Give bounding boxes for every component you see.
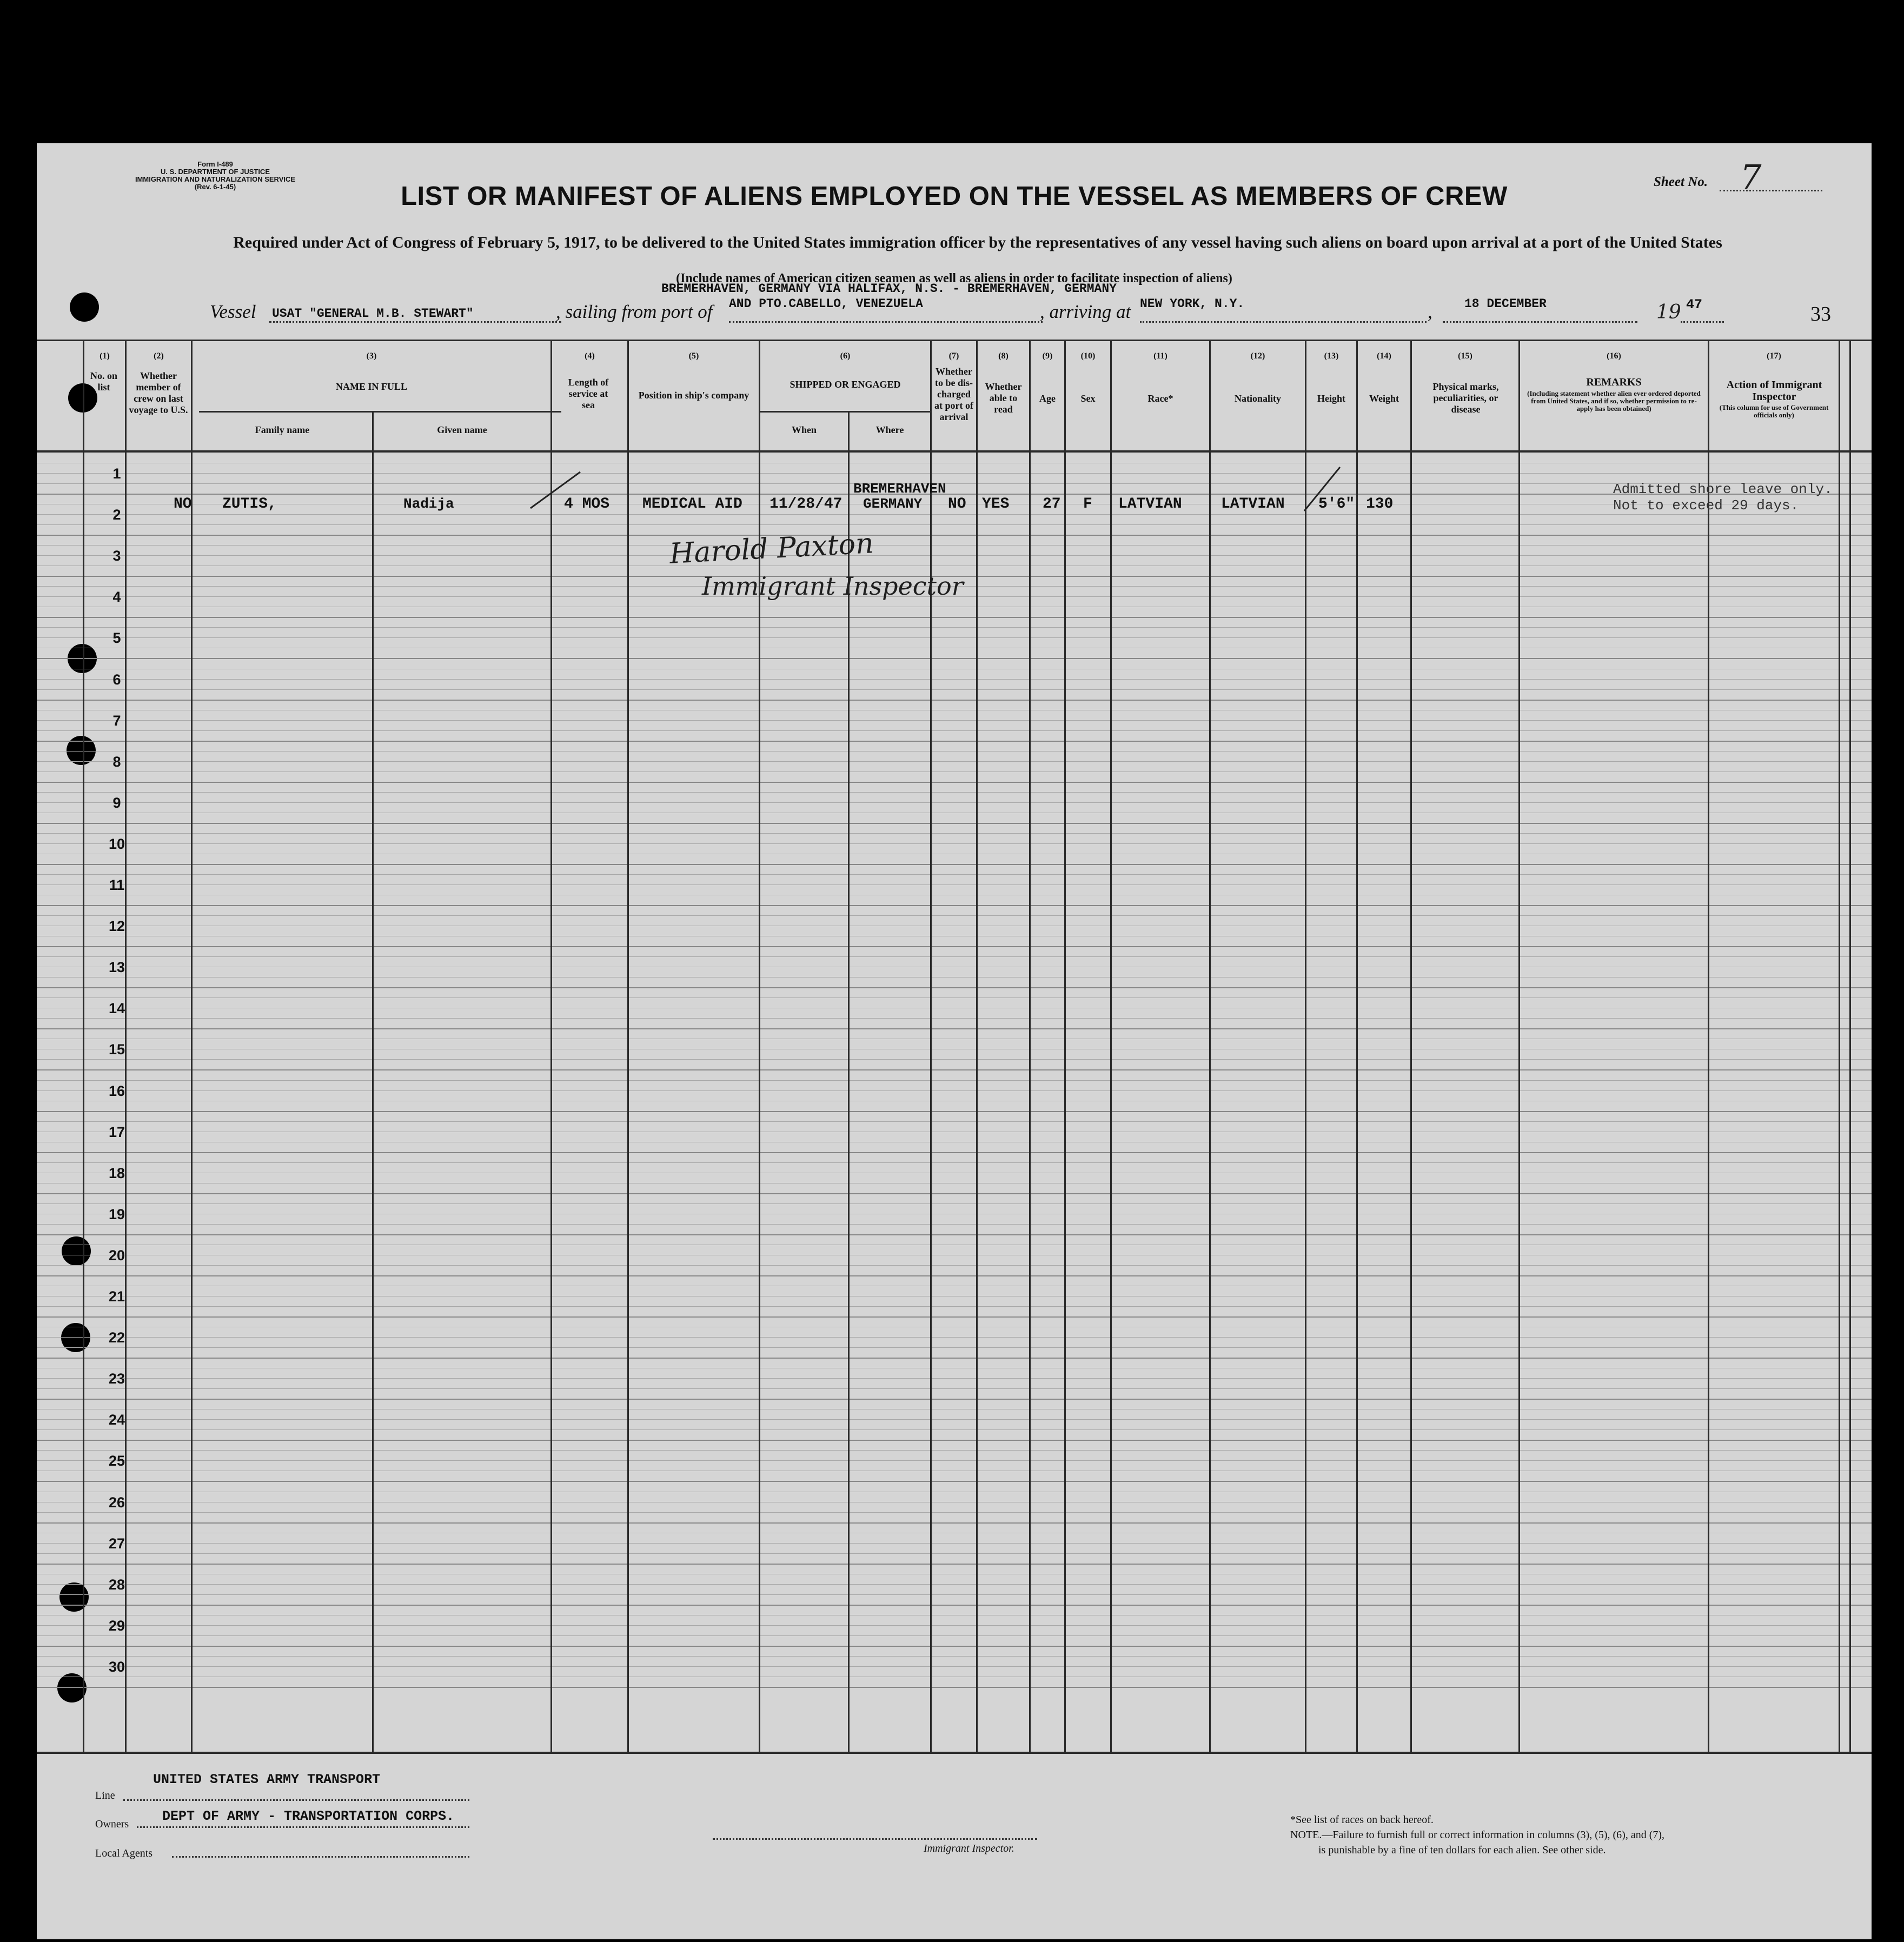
row-number: 30	[108, 1658, 125, 1675]
hdr-nationality: Nationality	[1234, 393, 1281, 404]
page-number: 33	[1810, 303, 1831, 325]
row-number: 25	[108, 1453, 125, 1469]
row-number: 14	[108, 1000, 125, 1017]
hdr-action-note: (This column for use of Government officials only)	[1719, 403, 1829, 419]
row-number: 11	[109, 877, 125, 893]
ruled-line	[37, 1635, 1872, 1636]
ruled-line	[37, 1594, 1872, 1595]
line-label: Line	[95, 1790, 115, 1801]
port-line-2: AND PTO.CABELLO, VENEZUELA	[729, 297, 923, 311]
colnum-3: (3)	[366, 351, 377, 361]
entry-sex: F	[1083, 496, 1092, 513]
row-number: 22	[108, 1329, 125, 1346]
ruled-line	[37, 473, 1872, 474]
ruled-line	[37, 1625, 1872, 1626]
row-number: 4	[112, 589, 121, 606]
row-number: 29	[108, 1617, 125, 1634]
ruled-line	[37, 555, 1872, 556]
entry-height: 5'6"	[1318, 496, 1355, 513]
row-rule	[37, 1069, 1872, 1070]
ruled-line	[37, 1460, 1872, 1461]
year-suffix: 47	[1686, 297, 1703, 312]
form-number: Form I-489	[197, 160, 233, 168]
agents-rule	[172, 1856, 469, 1858]
colnum-15: (15)	[1458, 351, 1472, 361]
line-rule	[123, 1799, 469, 1801]
row-rule	[37, 700, 1872, 701]
hdr-prev-voyage: Whether member of crew on last voyage to U.S.	[129, 370, 188, 415]
vessel-name-line	[269, 321, 561, 323]
ruled-line	[37, 1265, 1872, 1266]
hdr-remarks-note: (Including statement whether alien ever ordered deported from United States, and if so, whether permission to re-apply has been obtained)	[1527, 389, 1701, 413]
col-sep	[1356, 340, 1358, 1752]
ruled-line	[37, 1224, 1872, 1225]
ruled-line	[37, 1543, 1872, 1544]
colnum-6: (6)	[840, 351, 851, 361]
sheet-label: Sheet No.	[1654, 175, 1708, 189]
hdr-where: Where	[875, 424, 904, 435]
ruled-line	[37, 1512, 1872, 1513]
ruled-line	[37, 689, 1872, 690]
row-rule	[37, 946, 1872, 947]
entry-discharge: NO	[948, 496, 966, 513]
date-line	[1443, 321, 1637, 323]
ruled-line	[37, 915, 1872, 916]
row-number: 1	[112, 465, 121, 482]
row-number: 7	[112, 712, 121, 729]
hdr-shipped-engaged: SHIPPED OR ENGAGED	[790, 379, 901, 390]
comma: ,	[1428, 301, 1432, 322]
col-sep	[83, 340, 84, 1752]
hdr-able-read: Whether able to read	[985, 381, 1022, 415]
col-sep	[1064, 340, 1066, 1752]
colnum-13: (13)	[1324, 351, 1339, 361]
ruled-line	[37, 1018, 1872, 1019]
row-rule	[37, 1358, 1872, 1359]
ruled-line	[37, 1553, 1872, 1554]
row-rule	[37, 1481, 1872, 1482]
ruled-line	[37, 1388, 1872, 1389]
row-rule	[37, 1605, 1872, 1606]
col-sep	[976, 340, 978, 1752]
ruled-line	[37, 1306, 1872, 1307]
ruled-line	[37, 997, 1872, 998]
col-sep	[1110, 340, 1112, 1752]
owners-value: DEPT OF ARMY - TRANSPORTATION CORPS.	[162, 1808, 455, 1824]
ruled-line	[37, 884, 1872, 885]
hdr-physical-marks: Physical marks, peculiarities, or disease	[1432, 381, 1499, 415]
entry-remarks-1: Admitted shore leave only.	[1613, 481, 1833, 497]
col-sep	[1839, 340, 1840, 1752]
ruled-line	[37, 1666, 1872, 1667]
row-rule	[37, 905, 1872, 906]
hdr-race: Race*	[1147, 393, 1173, 404]
sailing-label: , sailing from port of	[556, 301, 713, 322]
row-number: 5	[112, 630, 121, 647]
ruled-line	[37, 956, 1872, 957]
row-rule	[37, 1193, 1872, 1194]
colnum-17: (17)	[1767, 351, 1781, 361]
colnum-10: (10)	[1080, 351, 1096, 361]
row-number: 15	[108, 1041, 125, 1058]
row-rule	[37, 1440, 1872, 1441]
row-number: 21	[108, 1288, 125, 1305]
vessel-line	[37, 280, 1872, 328]
row-number: 20	[108, 1247, 125, 1263]
inspector-signature: Harold Paxton	[668, 527, 874, 570]
col-sep	[1708, 340, 1709, 1752]
arriving-line	[1140, 321, 1427, 323]
entry-remarks-2: Not to exceed 29 days.	[1613, 497, 1799, 514]
inspector-label: Immigrant Inspector.	[924, 1843, 1014, 1854]
entry-when: 11/28/47	[769, 496, 842, 513]
hdr-discharge: Whether to be dis- charged at port of arrival	[934, 366, 973, 422]
ruled-line	[37, 514, 1872, 515]
row-number: 3	[112, 548, 121, 564]
colnum-16: (16)	[1607, 351, 1621, 361]
hdr-no-on-list: No. on list	[90, 370, 117, 393]
owners-label: Owners	[95, 1818, 129, 1830]
fine-note-1: NOTE.—Failure to furnish full or correct information in columns (3), (5), (6), and (7),	[1290, 1829, 1665, 1841]
ruled-line	[37, 1090, 1872, 1091]
row-number: 10	[108, 835, 125, 852]
col-sep	[1209, 340, 1211, 1752]
row-number: 19	[108, 1206, 125, 1222]
row-number: 18	[108, 1165, 125, 1181]
ruled-line	[37, 524, 1872, 525]
vessel-label: Vessel	[210, 301, 256, 322]
entry-position: MEDICAL AID	[642, 496, 742, 513]
col-sep	[930, 340, 932, 1752]
row-number: 26	[108, 1494, 125, 1511]
port-line	[729, 321, 1043, 323]
row-rule	[37, 1646, 1872, 1647]
row-number: 6	[112, 671, 121, 688]
hdr-family-name: Family name	[255, 424, 310, 435]
ruled-line	[37, 1429, 1872, 1430]
colnum-7: (7)	[948, 351, 959, 361]
row-rule	[37, 987, 1872, 988]
ruled-line	[37, 1080, 1872, 1081]
entry-prev-voyage: NO	[174, 496, 192, 513]
colnum-9: (9)	[1042, 351, 1053, 361]
col-sep	[550, 340, 552, 1752]
arriving-value: NEW YORK, N.Y.	[1140, 297, 1245, 311]
col-sep	[191, 340, 193, 1752]
row-rule	[37, 1687, 1872, 1688]
ruled-line	[37, 1347, 1872, 1348]
ruled-line	[37, 1121, 1872, 1122]
manifest-sheet	[37, 143, 1872, 1939]
hdr-weight: Weight	[1369, 393, 1399, 404]
year-line	[1681, 321, 1724, 323]
hdr-length-service: Length of service at sea	[568, 377, 609, 410]
entry-family-name: ZUTIS,	[222, 496, 277, 513]
name-subheader-rule	[199, 411, 561, 413]
header-bottom-rule	[37, 450, 1872, 453]
row-rule	[37, 535, 1872, 536]
ruled-line	[37, 1450, 1872, 1451]
page-title: LIST OR MANIFEST OF ALIENS EMPLOYED ON THE VESSEL AS MEMBERS OF CREW	[401, 182, 1508, 211]
ruled-line	[37, 1203, 1872, 1204]
row-number: 17	[108, 1123, 125, 1140]
row-rule	[37, 617, 1872, 618]
row-rule	[37, 741, 1872, 742]
agents-label: Local Agents	[95, 1847, 153, 1859]
line-value: UNITED STATES ARMY TRANSPORT	[153, 1772, 381, 1787]
entry-where-2: GERMANY	[863, 496, 923, 512]
row-number: 24	[108, 1412, 125, 1428]
ruled-line	[37, 1162, 1872, 1163]
entry-given-name: Nadija	[403, 496, 454, 512]
row-number: 23	[108, 1371, 125, 1387]
ruled-line	[37, 720, 1872, 721]
row-rule	[37, 658, 1872, 659]
ruled-line	[37, 1584, 1872, 1585]
hdr-position: Position in ship's company	[638, 390, 749, 401]
row-rule	[37, 1152, 1872, 1153]
service: IMMIGRATION AND NATURALIZATION SERVICE	[135, 175, 296, 183]
include-note: (Include names of American citizen seamen as well as aliens in order to facilitate inspection of aliens)	[676, 271, 1232, 285]
ruled-line	[37, 1419, 1872, 1420]
owners-rule	[137, 1826, 469, 1828]
entry-age: 27	[1043, 496, 1061, 513]
entry-read: YES	[982, 496, 1010, 513]
ruled-line	[37, 1059, 1872, 1060]
row-rule	[37, 1028, 1872, 1029]
row-rule	[37, 1111, 1872, 1112]
year-prefix: 19	[1656, 301, 1681, 323]
shipped-subheader-rule	[759, 411, 932, 413]
ruled-line	[37, 1656, 1872, 1657]
ruled-line	[37, 833, 1872, 834]
table-top-rule	[37, 340, 1872, 341]
colnum-11: (11)	[1153, 351, 1167, 361]
vessel-name: USAT "GENERAL M.B. STEWART"	[272, 307, 474, 321]
row-rule	[37, 1316, 1872, 1318]
row-rule	[37, 494, 1872, 495]
hdr-height: Height	[1317, 393, 1345, 404]
fine-note-2: is punishable by a fine of ten dollars for each alien. See other side.	[1318, 1844, 1606, 1856]
entry-service: 4 MOS	[564, 496, 610, 513]
colnum-5: (5)	[688, 351, 699, 361]
row-rule	[37, 782, 1872, 783]
row-rule	[37, 1522, 1872, 1524]
ruled-line	[37, 637, 1872, 638]
col-sep	[1849, 340, 1851, 1752]
ruled-line	[37, 1378, 1872, 1379]
department: U. S. DEPARTMENT OF JUSTICE	[161, 168, 270, 176]
inspector-signature-title: Immigrant Inspector	[702, 571, 964, 601]
row-number: 13	[108, 959, 125, 976]
inspector-rule	[713, 1838, 1037, 1840]
punch-hole	[62, 1236, 91, 1266]
col-sep	[372, 411, 374, 1752]
row-rule	[37, 1275, 1872, 1276]
row-rule	[37, 1399, 1872, 1400]
col-sep	[1305, 340, 1306, 1752]
ruled-line	[37, 843, 1872, 844]
punch-hole	[57, 1673, 87, 1702]
col-sep	[1518, 340, 1520, 1752]
hdr-action: Action of Immigrant Inspector	[1726, 379, 1822, 403]
entry-race: LATVIAN	[1118, 496, 1182, 513]
ruled-line	[37, 730, 1872, 731]
ruled-line	[37, 874, 1872, 875]
ruled-line	[37, 483, 1872, 484]
colnum-1: (1)	[99, 351, 110, 361]
date-value: 18 DECEMBER	[1464, 297, 1547, 311]
ruled-line	[37, 627, 1872, 628]
hdr-given-name: Given name	[437, 424, 487, 435]
entry-nationality: LATVIAN	[1221, 496, 1285, 513]
row-number: 16	[108, 1082, 125, 1099]
row-number: 9	[112, 794, 121, 811]
hdr-remarks: REMARKS	[1586, 376, 1642, 388]
col-sep	[848, 411, 850, 1752]
colnum-2: (2)	[154, 351, 164, 361]
hdr-when: When	[791, 424, 817, 435]
col-sep	[627, 340, 629, 1752]
hdr-age: Age	[1039, 393, 1056, 404]
ruled-line	[37, 761, 1872, 762]
ruled-line	[37, 802, 1872, 803]
row-number: 27	[108, 1535, 125, 1552]
revision: (Rev. 6-1-45)	[194, 183, 236, 191]
row-rule	[37, 823, 1872, 824]
ruled-line	[37, 792, 1872, 793]
table-bottom-rule	[37, 1752, 1872, 1754]
col-sep	[1410, 340, 1412, 1752]
entry-where-1: BREMERHAVEN	[853, 481, 946, 497]
port-line-1: BREMERHAVEN, GERMANY VIA HALIFAX, N.S. - BREMERHAVEN, GERMANY	[661, 282, 1117, 296]
row-rule	[37, 1234, 1872, 1235]
race-note: *See list of races on back hereof.	[1290, 1814, 1434, 1826]
row-rule	[37, 1564, 1872, 1565]
col-sep	[1029, 340, 1031, 1752]
hdr-sex: Sex	[1080, 393, 1096, 404]
row-number: 2	[112, 507, 121, 523]
row-number: 8	[112, 753, 121, 770]
colnum-8: (8)	[998, 351, 1009, 361]
ruled-line	[37, 545, 1872, 546]
entry-weight: 130	[1366, 496, 1394, 513]
colnum-14: (14)	[1377, 351, 1391, 361]
row-number: 28	[108, 1576, 125, 1593]
sheet-value: 7	[1740, 157, 1762, 197]
colnum-12: (12)	[1250, 351, 1265, 361]
row-rule	[37, 864, 1872, 865]
colnum-4: (4)	[585, 351, 595, 361]
page-subtitle: Required under Act of Congress of February 5, 1917, to be delivered to the United States immigration officer by the representatives of any vessel having such aliens on board upon arrival at a port of the United States	[233, 234, 1722, 251]
ruled-line	[37, 679, 1872, 680]
arriving-label: , arriving at	[1040, 301, 1131, 322]
row-number: 12	[108, 918, 125, 935]
hdr-name-in-full: NAME IN FULL	[335, 381, 407, 392]
ruled-line	[37, 1337, 1872, 1338]
